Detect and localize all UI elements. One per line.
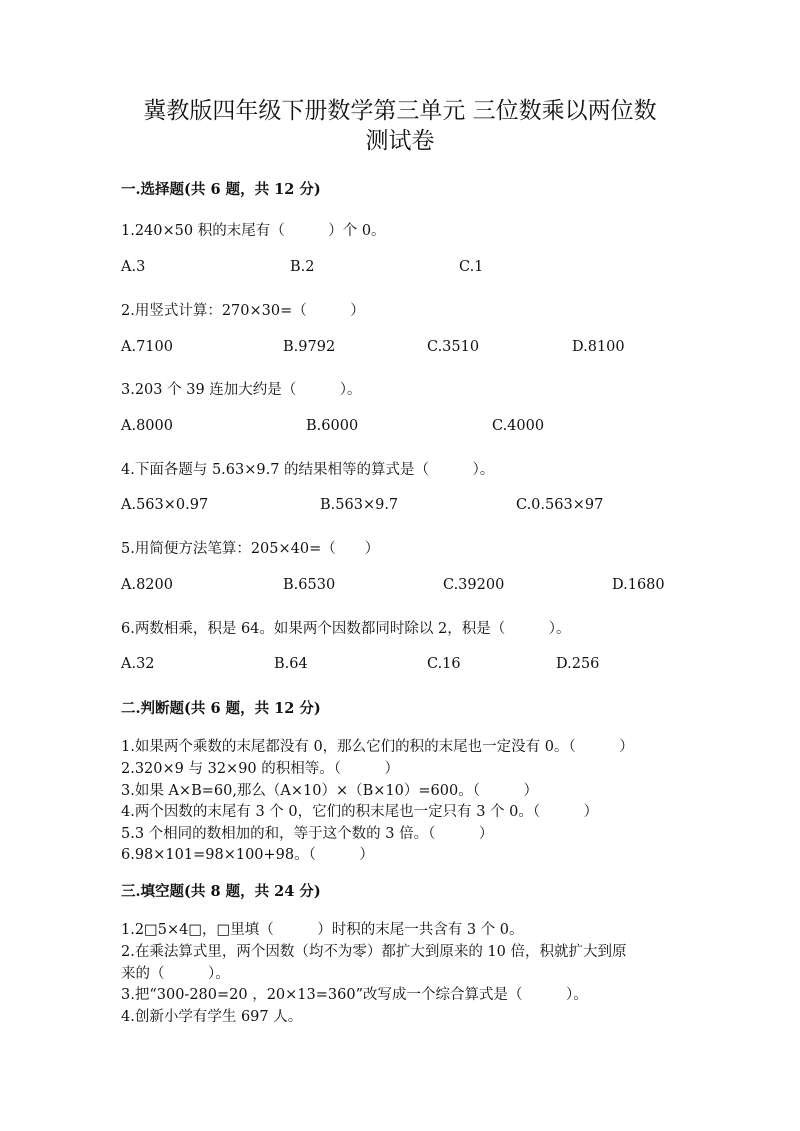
choice-question-2: 2.用竖式计算：270×30=（ ） <box>121 303 365 319</box>
choice-4-option-c: C.0.563×97 <box>516 497 604 513</box>
choice-6-option-c: C.16 <box>427 656 461 672</box>
fill-item-2: 2.在乘法算式里，两个因数（均不为零）都扩大到原来的 10 倍，积就扩大到原 <box>121 944 627 960</box>
judge-item-3: 3.如果 A×B=60,那么（A×10）×（B×10）=600。（ ） <box>121 783 538 799</box>
choice-question-3: 3.203 个 39 连加大约是（ ）。 <box>121 382 362 398</box>
fill-item-2-continued: 来的（ ）。 <box>121 966 230 982</box>
fill-item-1: 1.2□5×4□，□里填（ ）时积的末尾一共含有 3 个 0。 <box>121 922 524 938</box>
choice-6-option-d: D.256 <box>556 656 600 672</box>
choice-2-option-a: A.7100 <box>121 339 173 355</box>
judge-item-6: 6.98×101=98×100+98。（ ） <box>121 847 374 863</box>
choice-5-option-c: C.39200 <box>443 577 505 593</box>
choice-4-option-b: B.563×9.7 <box>320 497 399 513</box>
section-heading-fill: 三.填空题(共 8 题，共 24 分) <box>121 883 321 900</box>
title-line-2: 测试卷 <box>365 128 435 154</box>
choice-1-option-a: A.3 <box>121 259 146 275</box>
choice-1-option-b: B.2 <box>290 259 315 275</box>
choice-2-option-d: D.8100 <box>572 339 625 355</box>
page-title <box>0 96 800 156</box>
section-heading-choice: 一.选择题(共 6 题，共 12 分) <box>121 181 321 198</box>
section-heading-judge: 二.判断题(共 6 题，共 12 分) <box>121 700 321 717</box>
judge-item-4: 4.两个因数的末尾有 3 个 0，它们的积末尾也一定只有 3 个 0。（ ） <box>121 804 599 820</box>
title-line-1: 冀教版四年级下册数学第三单元 三位数乘以两位数 <box>143 98 657 124</box>
choice-question-1: 1.240×50 积的末尾有（ ）个 0。 <box>121 223 386 239</box>
choice-5-option-b: B.6530 <box>283 577 336 593</box>
fill-item-4: 4.创新小学有学生 697 人。 <box>121 1009 303 1025</box>
choice-6-option-a: A.32 <box>121 656 155 672</box>
judge-item-1: 1.如果两个乘数的末尾都没有 0，那么它们的积的末尾也一定没有 0。（ ） <box>121 739 634 755</box>
choice-3-option-b: B.6000 <box>306 418 359 434</box>
judge-item-2: 2.320×9 与 32×90 的积相等。（ ） <box>121 761 400 777</box>
choice-5-option-a: A.8200 <box>121 577 173 593</box>
choice-2-option-b: B.9792 <box>283 339 336 355</box>
choice-1-option-c: C.1 <box>459 259 484 275</box>
choice-5-option-d: D.1680 <box>612 577 665 593</box>
choice-6-option-b: B.64 <box>274 656 308 672</box>
choice-question-4: 4.下面各题与 5.63×9.7 的结果相等的算式是（ ）。 <box>121 462 495 478</box>
choice-3-option-a: A.8000 <box>121 418 173 434</box>
judge-item-5: 5.3 个相同的数相加的和，等于这个数的 3 倍。（ ） <box>121 826 494 842</box>
choice-4-option-a: A.563×0.97 <box>121 497 209 513</box>
choice-3-option-c: C.4000 <box>492 418 545 434</box>
choice-question-6: 6.两数相乘，积是 64。如果两个因数都同时除以 2，积是（ ）。 <box>121 621 571 637</box>
fill-item-3: 3.把“300-280=20 ，20×13=360”改写成一个综合算式是（ ）。 <box>121 987 588 1003</box>
choice-question-5: 5.用简便方法笔算：205×40=（ ） <box>121 541 380 557</box>
choice-2-option-c: C.3510 <box>427 339 480 355</box>
